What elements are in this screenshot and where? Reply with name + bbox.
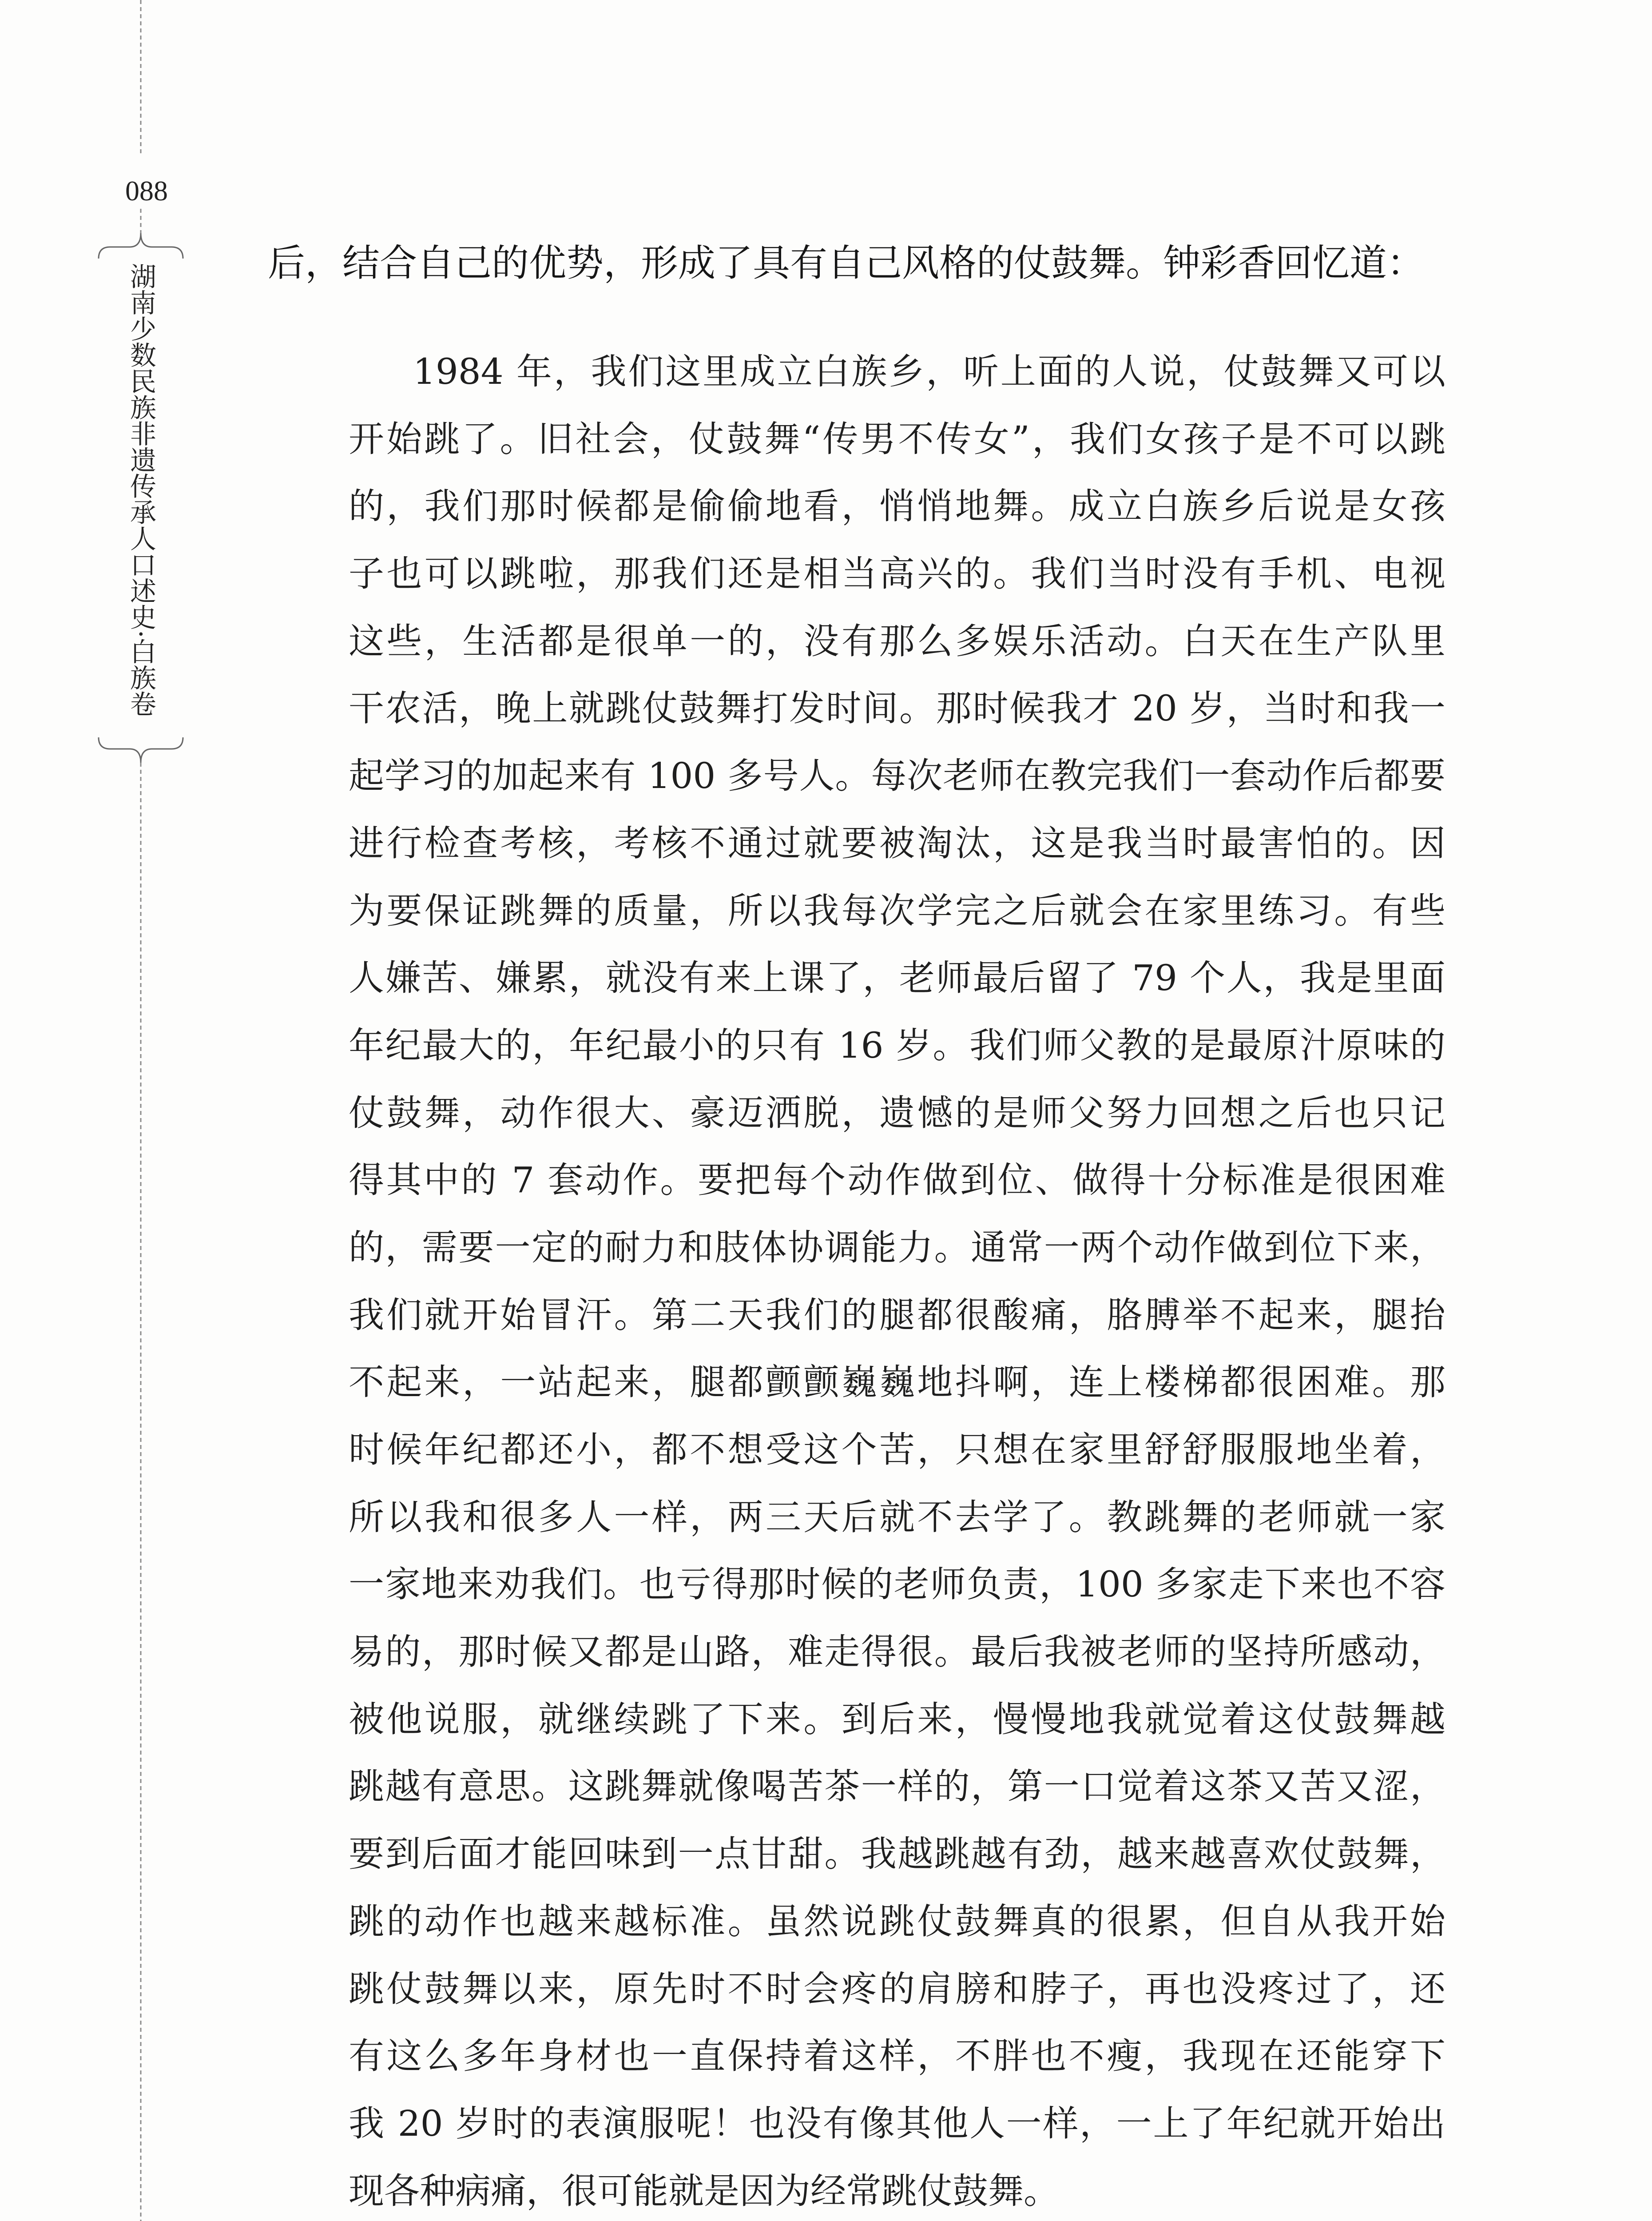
quote-line: 要到后面才能回味到一点甘甜。我越跳越有劲，越来越喜欢仗鼓舞， [349, 1833, 1446, 1875]
page-number: 088 [125, 175, 168, 207]
quote-line: 一家地来劝我们。也亏得那时候的老师负责，100 多家走下来也不容 [349, 1564, 1446, 1605]
quote-line: 年纪最大的，年纪最小的只有 16 岁。我们师父教的是最原汁原味的 [349, 1024, 1446, 1066]
quote-line: 1984 年，我们这里成立白族乡，听上面的人说，仗鼓舞又可以 [413, 351, 1446, 392]
quote-line: 进行检查考核，考核不通过就要被淘汰，这是我当时最害怕的。因 [349, 822, 1446, 864]
quote-line: 跳仗鼓舞以来，原先时不时会疼的肩膀和脖子，再也没疼过了，还 [349, 1968, 1446, 2010]
title-brace-top [99, 233, 183, 259]
quote-line: 跳越有意思。这跳舞就像喝苦茶一样的，第一口觉着这茶又苦又涩， [349, 1766, 1446, 1807]
title-brace-bottom [99, 737, 183, 763]
quote-line: 的，我们那时候都是偷偷地看，悄悄地舞。成立白族乡后说是女孩 [349, 486, 1446, 527]
quote-line: 干农活，晚上就跳仗鼓舞打发时间。那时候我才 20 岁，当时和我一 [349, 688, 1446, 729]
quote-line: 得其中的 7 套动作。要把每个动作做到位、做得十分标准是很困难 [349, 1159, 1446, 1201]
quote-line: 的，需要一定的耐力和肢体协调能力。通常一两个动作做到位下来， [349, 1226, 1446, 1268]
quote-line: 子也可以跳啦，那我们还是相当高兴的。我们当时没有手机、电视 [349, 553, 1446, 595]
quote-line: 开始跳了。旧社会，仗鼓舞“传男不传女”，我们女孩子是不可以跳 [349, 418, 1446, 460]
quote-line: 不起来，一站起来，腿都颤颤巍巍地抖啊，连上楼梯都很困难。那 [349, 1361, 1446, 1403]
quote-line: 有这么多年身材也一直保持着这样，不胖也不瘦，我现在还能穿下 [349, 2035, 1446, 2077]
quote-line: 起学习的加起来有 100 多号人。每次老师在教完我们一套动作后都要 [349, 755, 1446, 797]
quote-line: 时候年纪都还小，都不想受这个苦，只想在家里舒舒服服地坐着， [349, 1429, 1446, 1470]
quote-line: 我 20 岁时的表演服呢！也没有像其他人一样，一上了年纪就开始出 [349, 2102, 1446, 2144]
oral-history-quote-block [349, 338, 1446, 2221]
quote-line: 这些，生活都是很单一的，没有那么多娱乐活动。白天在生产队里 [349, 620, 1446, 662]
quote-line-final: 现各种病痛，很可能就是因为经常跳仗鼓舞。 [349, 2170, 1059, 2212]
quote-line: 为要保证跳舞的质量，所以我每次学完之后就会在家里练习。有些 [349, 890, 1446, 931]
quote-line: 跳的动作也越来越标准。虽然说跳仗鼓舞真的很累，但自从我开始 [349, 1900, 1446, 1942]
quote-line: 我们就开始冒汗。第二天我们的腿都很酸痛，胳膊举不起来，腿抬 [349, 1294, 1446, 1336]
running-title: 湖南少数民族非遗传承人口述史·白族卷 [126, 263, 156, 717]
quote-line: 仗鼓舞，动作很大、豪迈洒脱，遗憾的是师父努力回想之后也只记 [349, 1092, 1446, 1134]
quote-line: 所以我和很多人一样，两三天后就不去学了。教跳舞的老师就一家 [349, 1496, 1446, 1538]
quote-line: 人嫌苦、嫌累，就没有来上课了，老师最后留了 79 个人，我是里面 [349, 957, 1446, 999]
lead-paragraph-line: 后，结合自己的优势，形成了具有自己风格的仗鼓舞。钟彩香回忆道： [268, 241, 1425, 285]
quote-line: 被他说服，就继续跳了下来。到后来，慢慢地我就觉着这仗鼓舞越 [349, 1698, 1446, 1740]
quote-line: 易的，那时候又都是山路，难走得很。最后我被老师的坚持所感动， [349, 1631, 1446, 1673]
